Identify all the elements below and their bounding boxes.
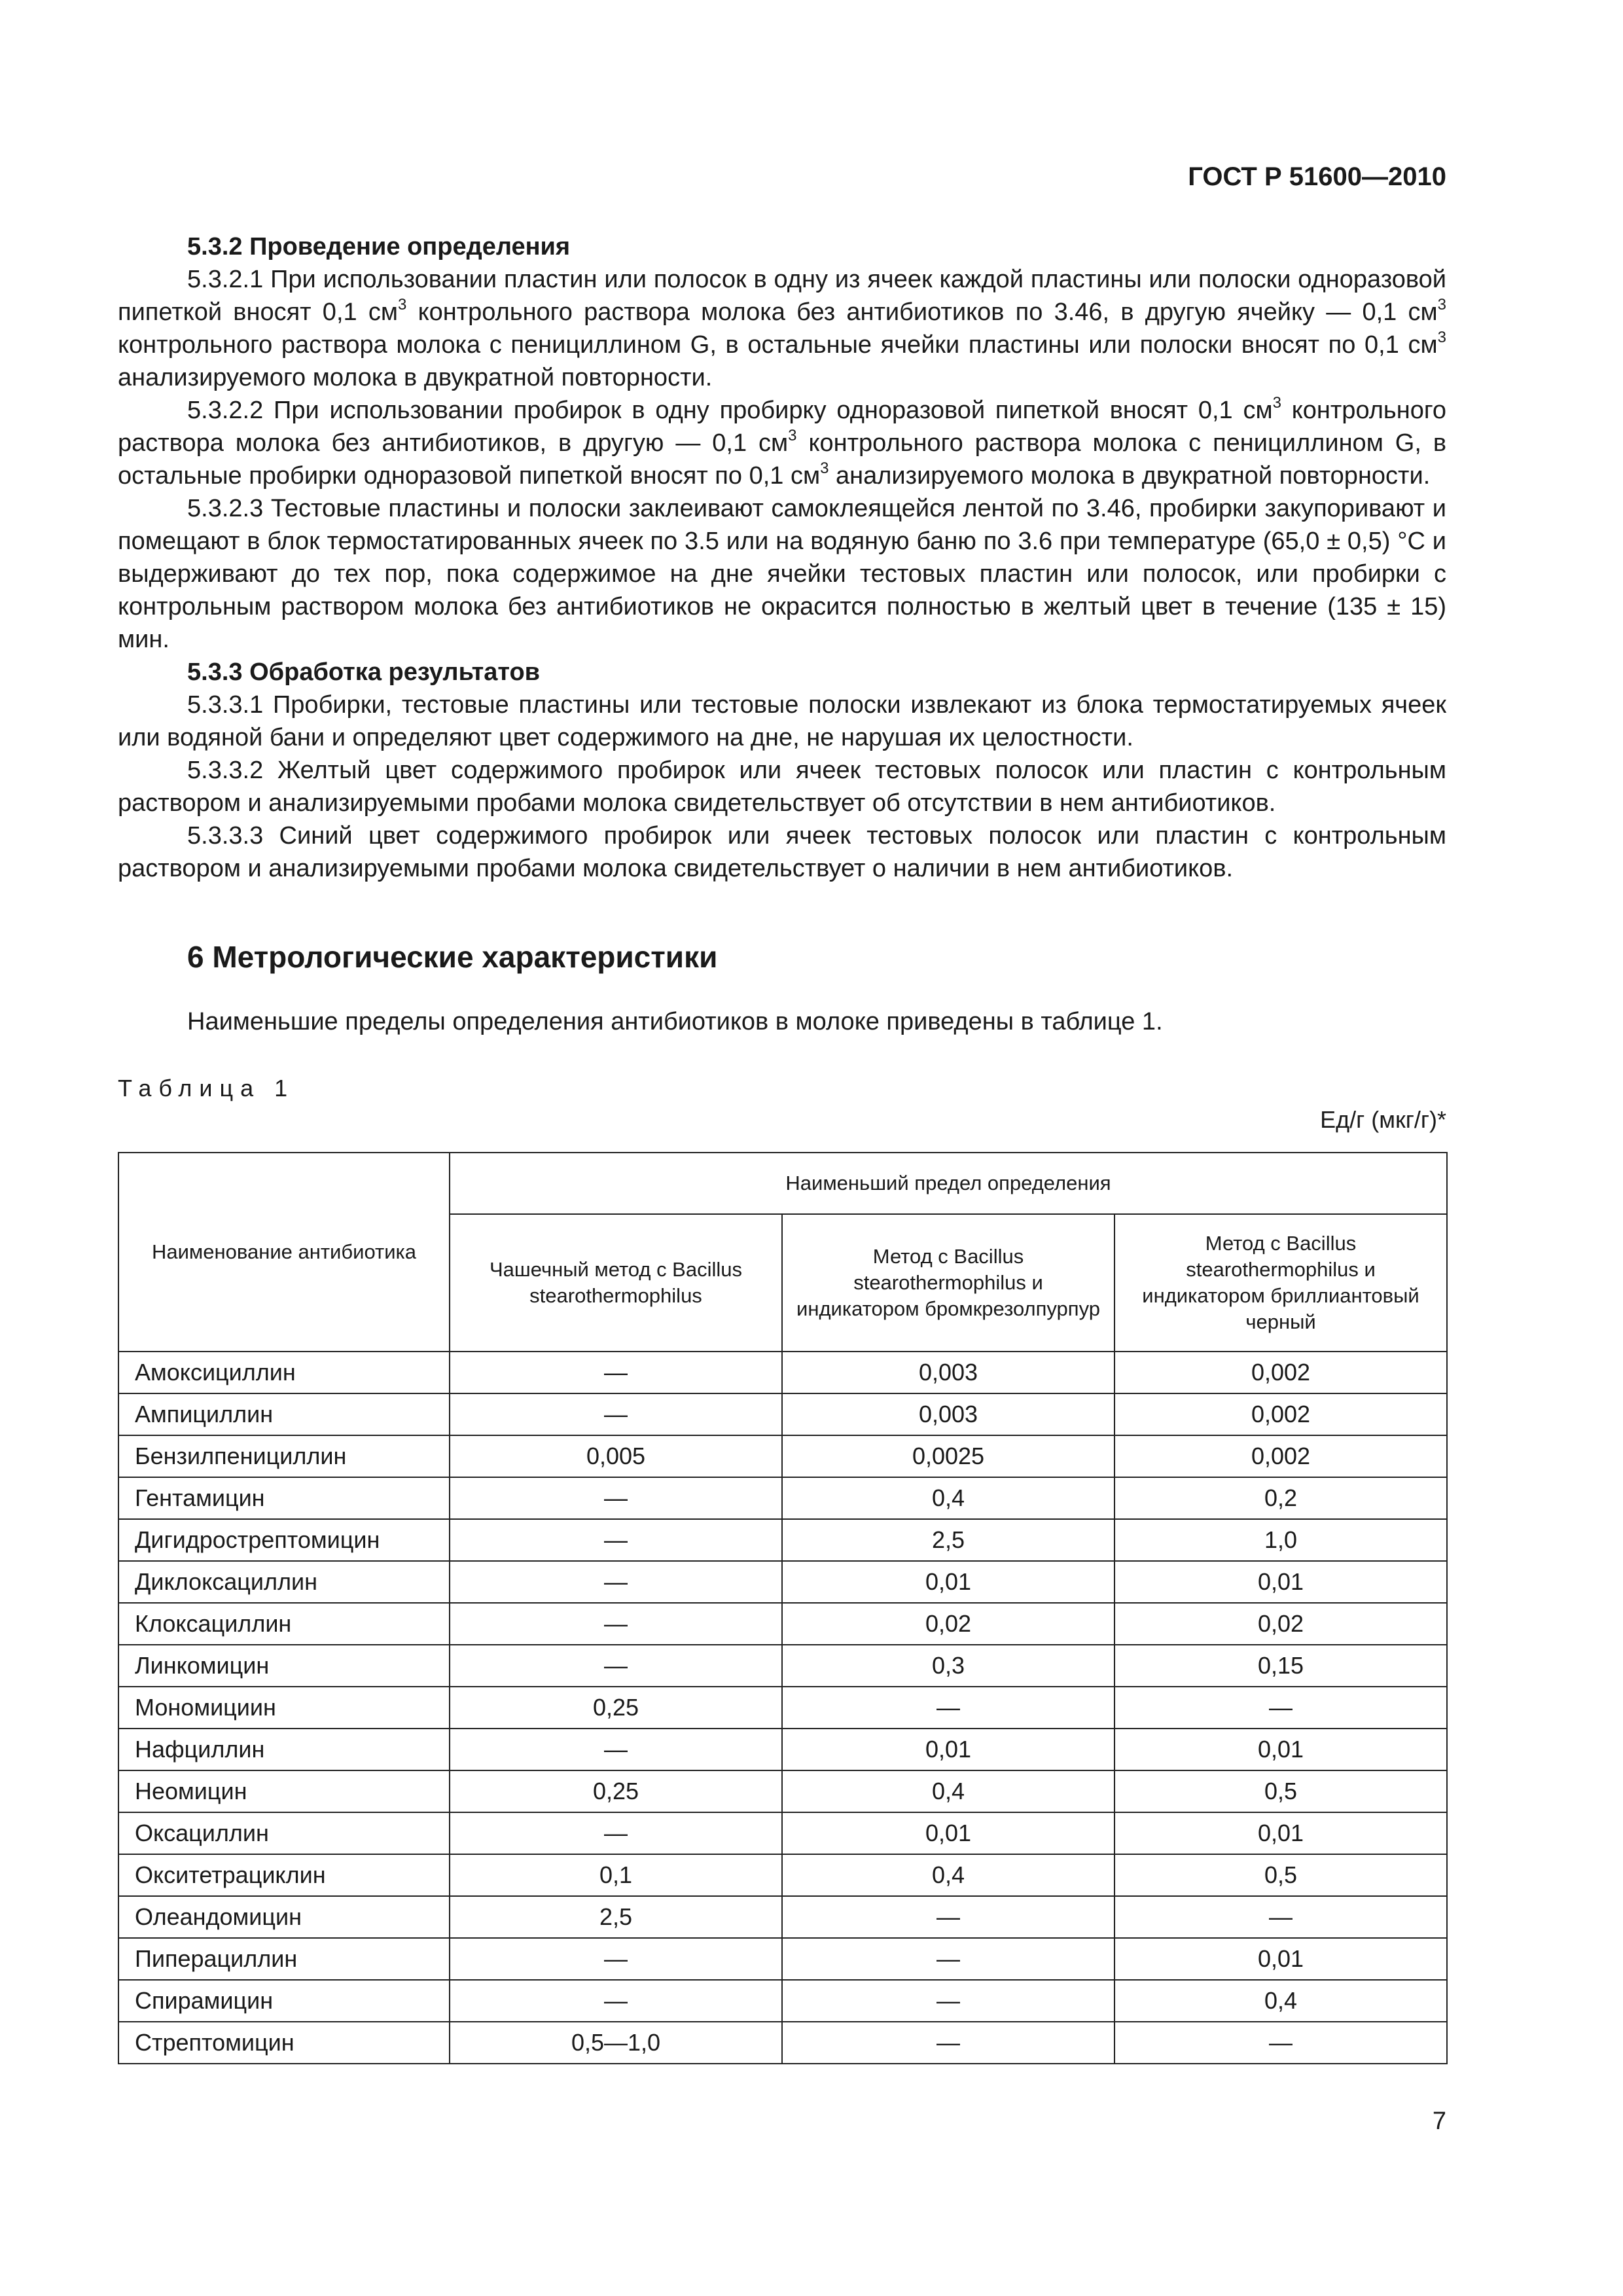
limit-value-cell: — xyxy=(450,1561,782,1603)
paragraph-5-3-2-1 xyxy=(118,263,1446,394)
limit-value-cell: 0,15 xyxy=(1115,1645,1447,1687)
limit-value-cell: 0,1 xyxy=(450,1854,782,1896)
table-row xyxy=(118,1435,1447,1477)
table-row xyxy=(118,1980,1447,2022)
superscript: 3 xyxy=(1437,329,1446,346)
limit-value-cell: 0,01 xyxy=(1115,1938,1447,1980)
limit-value-cell: — xyxy=(450,1477,782,1519)
antibiotic-name-cell: Мономициин xyxy=(118,1687,450,1729)
antibiotic-name-cell: Бензилпенициллин xyxy=(118,1435,450,1477)
section-title-6: 6 Метрологические характеристики xyxy=(187,940,718,974)
limit-value-cell: 0,02 xyxy=(782,1603,1115,1645)
antibiotic-name-cell: Гентамицин xyxy=(118,1477,450,1519)
subsection-title-5-3-2: 5.3.2 Проведение определения xyxy=(187,233,571,260)
limit-value-cell: — xyxy=(450,1729,782,1770)
table-row xyxy=(118,1938,1447,1980)
paragraph-5-3-3-1: 5.3.3.1 Пробирки, тестовые пластины или тестовые полоски извлекают из блока термостатируемых ячеек или водяной бани и определяют цвет содержимого на дне, не нарушая их целостности. xyxy=(118,691,1446,751)
limit-value-cell: — xyxy=(450,1980,782,2022)
paragraph-5-3-3-3: 5.3.3.3 Синий цвет содержимого пробирок или ячеек тестовых полосок или пластин с контрольным раствором и анализируемыми пробами молока свидетельствует о наличии в нем антибиотиков. xyxy=(118,822,1446,882)
antibiotic-name-cell: Пиперациллин xyxy=(118,1938,450,1980)
limit-value-cell: 2,5 xyxy=(782,1519,1115,1561)
section-6-intro: Наименьшие пределы определения антибиотиков в молоке приведены в таблице 1. xyxy=(187,1008,1163,1035)
antibiotics-table xyxy=(118,1152,1448,2064)
limit-value-cell: — xyxy=(450,1603,782,1645)
limit-value-cell: — xyxy=(782,1687,1115,1729)
limit-value-cell: 0,01 xyxy=(782,1561,1115,1603)
limit-value-cell: — xyxy=(782,1896,1115,1938)
limit-value-cell: 0,4 xyxy=(782,1854,1115,1896)
table-row xyxy=(118,1896,1447,1938)
header-column-2: Метод с Bacillus stearothermophilus и индикатором бромкрезолпурпур xyxy=(782,1214,1115,1352)
limit-value-cell: — xyxy=(1115,1896,1447,1938)
limit-value-cell: — xyxy=(782,1938,1115,1980)
limit-value-cell: 0,01 xyxy=(782,1812,1115,1854)
paragraph-5-3-2-3: 5.3.2.3 Тестовые пластины и полоски заклеивают самоклеящейся лентой по 3.46, пробирки закупоривают и помещают в блок термостатированных ячеек по 3.5 или на водяную баню по 3.6 при температуре (65,0 ± 0,5) °С и выдерживают до тех пор, пока содержимое на дне ячейки тестовых пластин или полосок, или пробирки с контрольным раствором молока без антибиотиков не окрасится полностью в желтый цвет в течение (135 ± 15) мин. xyxy=(118,495,1446,653)
limit-value-cell: 0,005 xyxy=(450,1435,782,1477)
limit-value-cell: 0,4 xyxy=(782,1477,1115,1519)
table-body xyxy=(118,1352,1447,2064)
limit-value-cell: — xyxy=(450,1938,782,1980)
limit-value-cell: 0,01 xyxy=(1115,1812,1447,1854)
limit-value-cell: 0,002 xyxy=(1115,1352,1447,1393)
table-row xyxy=(118,1645,1447,1687)
limit-value-cell: 0,2 xyxy=(1115,1477,1447,1519)
limit-value-cell: 0,01 xyxy=(1115,1561,1447,1603)
p-text: 5.3.2.2 При использовании пробирок в одну пробирку одноразовой пипеткой вносят 0,1 см xyxy=(187,397,1273,424)
table-row xyxy=(118,1603,1447,1645)
p-text: контрольного раствора молока без антибиотиков по 3.46, в другую ячейку — 0,1 см xyxy=(406,298,1438,326)
limit-value-cell: — xyxy=(1115,2022,1447,2064)
p-text: 5.3.2.1 При использовании пластин или полосок в одну из ячеек каждой пластины или полоски одноразовой пипеткой вносят 0,1 см xyxy=(118,266,1446,326)
limit-value-cell: 0,5 xyxy=(1115,1770,1447,1812)
limit-value-cell: — xyxy=(782,2022,1115,2064)
header-detection-limit: Наименьший предел определения xyxy=(450,1153,1447,1214)
limit-value-cell: 0,25 xyxy=(450,1770,782,1812)
limit-value-cell: 0,003 xyxy=(782,1393,1115,1435)
limit-value-cell: — xyxy=(782,1980,1115,2022)
table-row xyxy=(118,1854,1447,1896)
antibiotic-name-cell: Спирамицин xyxy=(118,1980,450,2022)
p-text: контрольного раствора молока без антибиотиков, в другую — 0,1 см xyxy=(118,397,1446,457)
table-row xyxy=(118,1519,1447,1561)
limit-value-cell: 2,5 xyxy=(450,1896,782,1938)
table-row xyxy=(118,1477,1447,1519)
limit-value-cell: — xyxy=(450,1812,782,1854)
antibiotic-name-cell: Неомицин xyxy=(118,1770,450,1812)
limit-value-cell: 0,5—1,0 xyxy=(450,2022,782,2064)
limit-value-cell: 0,4 xyxy=(1115,1980,1447,2022)
table-row xyxy=(118,1393,1447,1435)
limit-value-cell: — xyxy=(450,1519,782,1561)
limit-value-cell: — xyxy=(450,1352,782,1393)
limit-value-cell: 0,5 xyxy=(1115,1854,1447,1896)
antibiotic-name-cell: Дигидрострептомицин xyxy=(118,1519,450,1561)
table-caption: Таблица 1 xyxy=(118,1075,295,1102)
body-text xyxy=(118,230,1446,885)
antibiotic-name-cell: Оксациллин xyxy=(118,1812,450,1854)
antibiotic-name-cell: Стрептомицин xyxy=(118,2022,450,2064)
limit-value-cell: 0,4 xyxy=(782,1770,1115,1812)
table-row xyxy=(118,1687,1447,1729)
limit-value-cell: 0,0025 xyxy=(782,1435,1115,1477)
subsection-title-5-3-3: 5.3.3 Обработка результатов xyxy=(187,658,541,686)
document-header-code: ГОСТ Р 51600—2010 xyxy=(1188,162,1446,191)
table-units: Ед/г (мкг/г)* xyxy=(1320,1106,1446,1133)
antibiotic-name-cell: Линкомицин xyxy=(118,1645,450,1687)
limit-value-cell: 0,3 xyxy=(782,1645,1115,1687)
paragraph-5-3-3-2: 5.3.3.2 Желтый цвет содержимого пробирок или ячеек тестовых полосок или пластин с контрольным раствором и анализируемыми пробами молока свидетельствует об отсутствии в нем антибиотиков. xyxy=(118,757,1446,817)
limit-value-cell: 0,01 xyxy=(1115,1729,1447,1770)
p-text: контрольного раствора молока с пенициллином G, в остальные пробирки одноразовой пипеткой вносят по 0,1 см xyxy=(118,429,1447,490)
superscript: 3 xyxy=(1437,296,1447,314)
header-column-1: Чашечный метод с Bacillus stearothermophilus xyxy=(450,1214,782,1352)
table-row xyxy=(118,1729,1447,1770)
table-row xyxy=(118,1352,1447,1393)
p-text: анализируемого молока в двукратной повторности. xyxy=(829,462,1431,490)
p-text: анализируемого молока в двукратной повторности. xyxy=(118,364,713,391)
antibiotic-name-cell: Амоксициллин xyxy=(118,1352,450,1393)
limit-value-cell: — xyxy=(450,1645,782,1687)
antibiotic-name-cell: Нафциллин xyxy=(118,1729,450,1770)
table-row xyxy=(118,1561,1447,1603)
limit-value-cell: 0,02 xyxy=(1115,1603,1447,1645)
page-number: 7 xyxy=(1432,2108,1446,2135)
p-text: контрольного раствора молока с пенициллином G, в остальные ячейки пластины или полоски вносят по 0,1 см xyxy=(118,331,1438,359)
limit-value-cell: 0,002 xyxy=(1115,1393,1447,1435)
antibiotic-name-cell: Клоксациллин xyxy=(118,1603,450,1645)
superscript: 3 xyxy=(1272,394,1281,412)
limit-value-cell: — xyxy=(1115,1687,1447,1729)
superscript: 3 xyxy=(398,296,407,314)
antibiotic-name-cell: Окситетрациклин xyxy=(118,1854,450,1896)
limit-value-cell: 0,25 xyxy=(450,1687,782,1729)
table-row xyxy=(118,2022,1447,2064)
limit-value-cell: 0,003 xyxy=(782,1352,1115,1393)
paragraph-5-3-2-2 xyxy=(118,394,1446,492)
table-row xyxy=(118,1812,1447,1854)
antibiotic-name-cell: Олеандомицин xyxy=(118,1896,450,1938)
antibiotic-name-cell: Ампициллин xyxy=(118,1393,450,1435)
limit-value-cell: 1,0 xyxy=(1115,1519,1447,1561)
limit-value-cell: 0,01 xyxy=(782,1729,1115,1770)
limit-value-cell: 0,002 xyxy=(1115,1435,1447,1477)
table-row xyxy=(118,1770,1447,1812)
antibiotic-name-cell: Диклоксациллин xyxy=(118,1561,450,1603)
superscript: 3 xyxy=(820,459,829,477)
header-column-3: Метод с Bacillus stearothermophilus и индикатором бриллиантовый черный xyxy=(1115,1214,1447,1352)
header-antibiotic-name: Наименование антибиотика xyxy=(118,1153,450,1352)
superscript: 3 xyxy=(788,427,797,444)
limit-value-cell: — xyxy=(450,1393,782,1435)
